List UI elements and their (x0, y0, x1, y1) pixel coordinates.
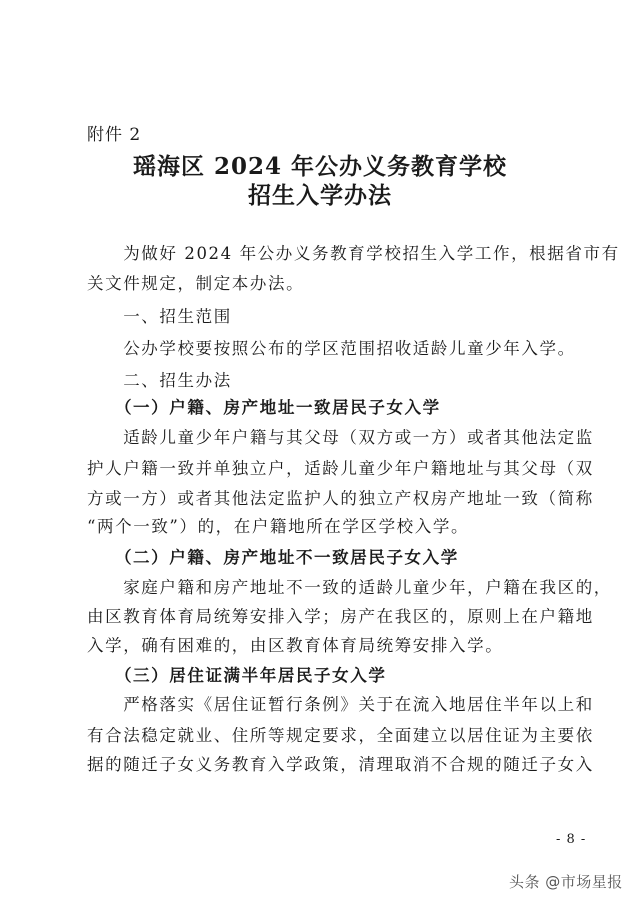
body-line: 由区教育体育局统筹安排入学；房产在我区的，原则上在户籍地 (87, 607, 594, 626)
body-line: 适龄儿童少年户籍与其父母（双方或一方）或者其他法定监 (87, 428, 594, 447)
body-line: 为做好 2024 年公办义务教育学校招生入学工作，根据省市有 (87, 244, 620, 263)
body-line: “两个一致”）的，在户籍地所在学区学校入学。 (87, 517, 470, 536)
body-line: 公办学校要按照公布的学区范围招收适龄儿童少年入学。 (87, 339, 576, 358)
section-heading: 一、招生范围 (87, 307, 232, 326)
subsection-heading: （三）居住证满半年居民子女入学 (87, 666, 387, 685)
attachment-label: 附件 2 (87, 125, 142, 145)
body-line: 方或一方）或者其他法定监护人的独立产权房产地址一致（简称 (87, 489, 594, 508)
body-line: 关文件规定，制定本办法。 (87, 274, 305, 293)
section-heading: 二、招生办法 (87, 371, 232, 390)
body-line: 入学，确有困难的，由区教育体育局统筹安排入学。 (87, 636, 504, 655)
body-line: 有合法稳定就业、住所等规定要求，全面建立以居住证为主要依 (87, 726, 594, 745)
body-line: 据的随迁子女义务教育入学政策，清理取消不合规的随迁子女入 (87, 755, 594, 774)
watermark: 头条 @市场星报 (509, 873, 623, 891)
subsection-heading: （一）户籍、房产地址一致居民子女入学 (87, 398, 441, 417)
body-line: 家庭户籍和房产地址不一致的适龄儿童少年，户籍在我区的， (87, 578, 612, 597)
document-title-line2: 招生入学办法 (248, 182, 392, 209)
subsection-heading: （二）户籍、房产地址不一致居民子女入学 (87, 548, 459, 567)
body-line: 护人户籍一致并单独立户，适龄儿童少年户籍地址与其父母（双 (87, 459, 594, 478)
document-title-line1: 瑶海区 2024 年公办义务教育学校 (132, 153, 508, 180)
page-number: - 8 - (556, 832, 587, 847)
body-line: 严格落实《居住证暂行条例》关于在流入地居住半年以上和 (87, 695, 594, 714)
